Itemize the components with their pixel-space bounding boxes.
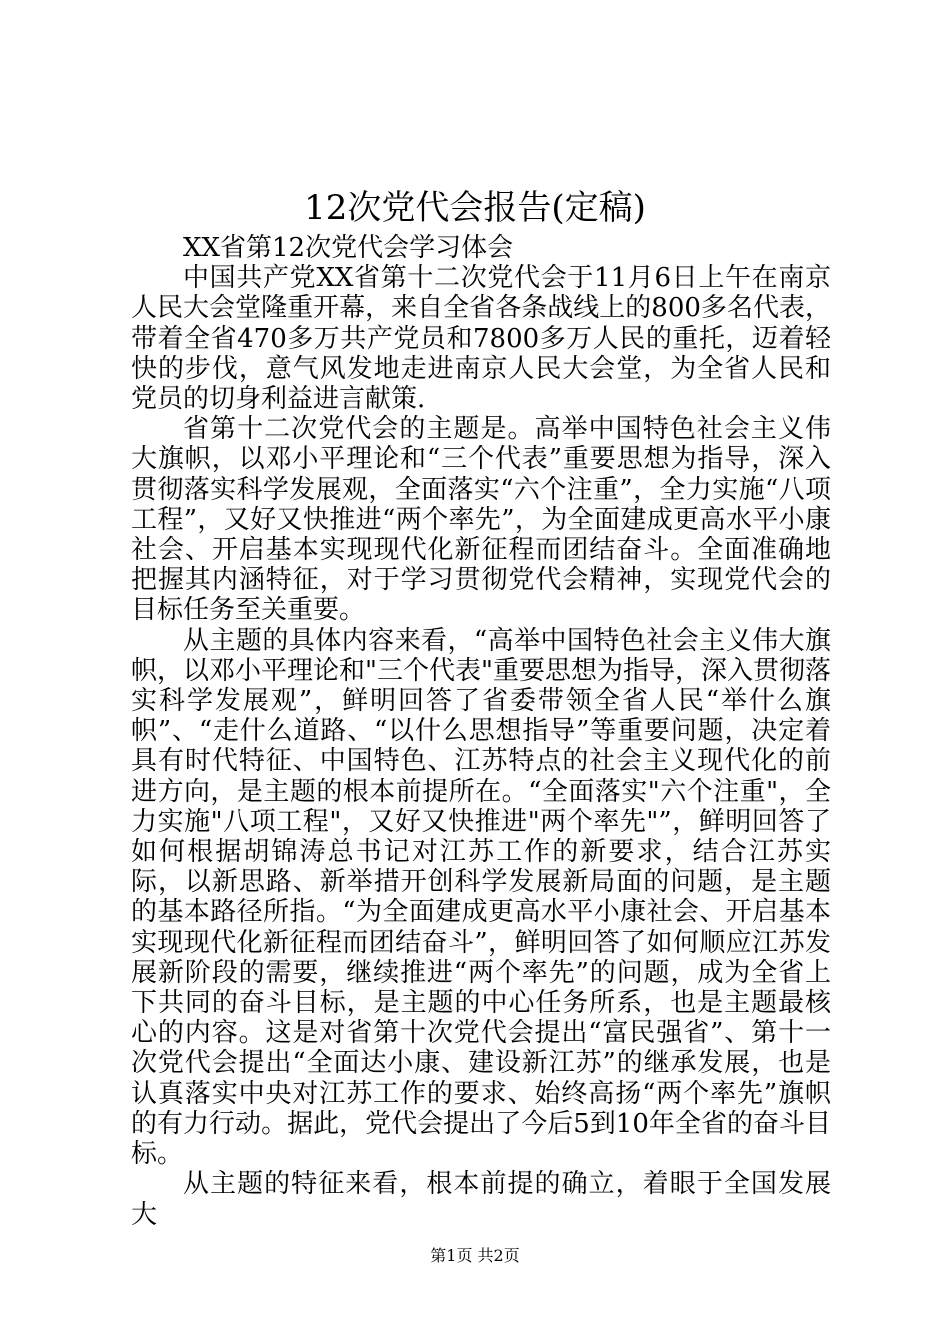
paragraph: 省第十二次党代会的主题是。高举中国特色社会主义伟大旗帜，以邓小平理论和“三个代表”重要思想为指导，深入贯彻落实科学发展观，全面落实“六个注重”，全力实施“八项工程”，又好又快推进“两个率先”，为全面建成更高水平小康社会、开启基本实现现代化新征程而团结奋斗。全面准确地把握其内涵特征，对于学习贯彻党代会精神，实现党代会的目标任务至关重要。 bbox=[131, 414, 831, 626]
document-subtitle: XX省第12次党代会学习体会 bbox=[183, 233, 514, 263]
page-footer: 第1页 共2页 bbox=[430, 1246, 520, 1265]
paragraph: 中国共产党XX省第十二次党代会于11月6日上午在南京人民大会堂隆重开幕，来自全省各条战线上的800多名代表，带着全省470多万共产党员和7800多万人民的重托，迈着轻快的步伐，意气风发地走进南京人民大会堂，为全省人民和党员的切身利益进言献策. bbox=[131, 263, 831, 415]
document-body bbox=[131, 233, 831, 1230]
document-title: 12次党代会报告(定稿) bbox=[304, 188, 646, 228]
paragraph: 从主题的具体内容来看，“高举中国特色社会主义伟大旗帜，以邓小平理论和"三个代表"重要思想为指导，深入贯彻落实科学发展观”，鲜明回答了省委带领全省人民“举什么旗帜”、“走什么道路、“以什么思想指导”等重要问题，决定着具有时代特征、中国特色、江苏特点的社会主义现代化的前进方向，是主题的根本前提所在。“全面落实"六个注重"，全力实施"八项工程"，又好又快推进"两个率先"”，鲜明回答了如何根据胡锦涛总书记对江苏工作的新要求，结合江苏实际，以新思路、新举措开创科学发展新局面的问题，是主题的基本路径所指。“为全面建成更高水平小康社会、开启基本实现现代化新征程而团结奋斗”，鲜明回答了如何顺应江苏发展新阶段的需要，继续推进“两个率先”的问题，成为全省上下共同的奋斗目标，是主题的中心任务所系，也是主题最核心的内容。这是对省第十次党代会提出“富民强省”、第十一次党代会提出“全面达小康、建设新江苏”的继承发展，也是认真落实中央对江苏工作的要求、始终高扬“两个率先”旗帜的有力行动。据此，党代会提出了今后5到10年全省的奋斗目标。 bbox=[131, 625, 831, 1170]
paragraph: 从主题的特征来看，根本前提的确立，着眼于全国发展大 bbox=[131, 1169, 831, 1230]
